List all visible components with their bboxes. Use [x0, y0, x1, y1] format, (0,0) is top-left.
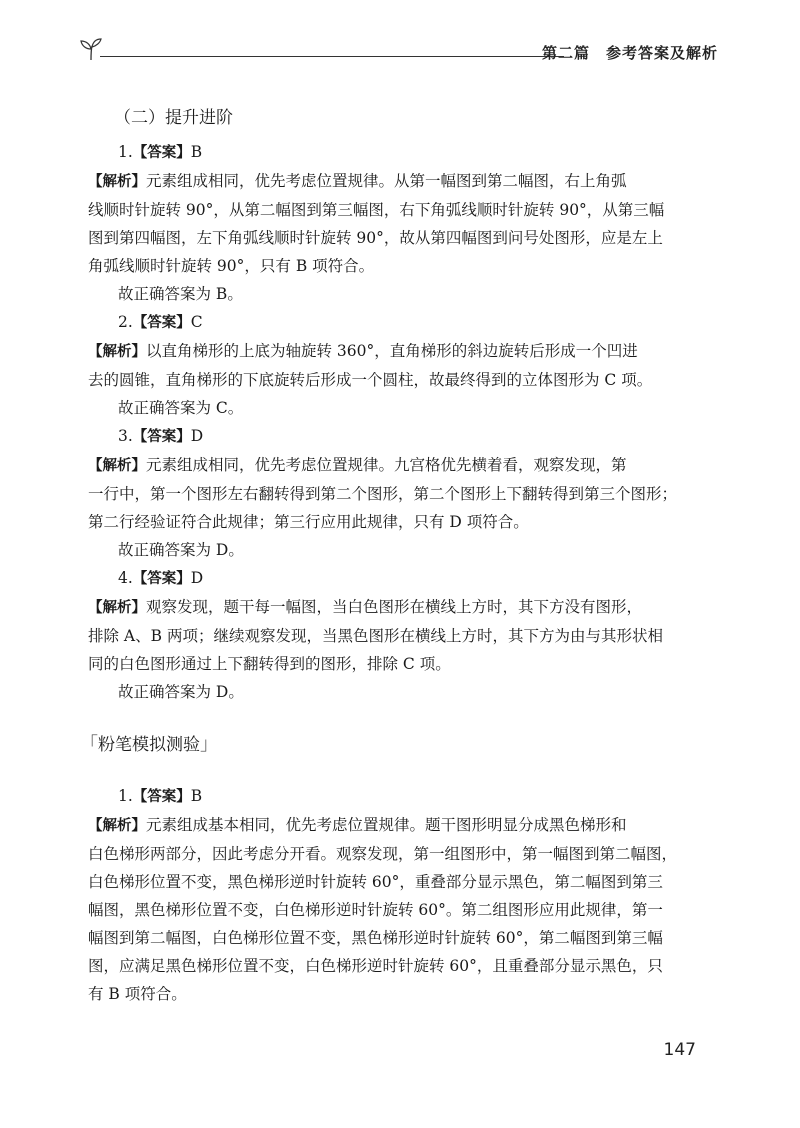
analysis-line: 【解析】元素组成基本相同，优先考虑位置规律。题干图形明显分成黑色梯形和 — [88, 816, 627, 834]
answer-line: 2.【答案】C — [118, 313, 203, 331]
analysis-line: 第二行经验证符合此规律；第三行应用此规律，只有 D 项符合。 — [88, 513, 529, 531]
mock-section-title — [80, 734, 708, 756]
header-rule — [100, 56, 564, 57]
answer-line: 1.【答案】B — [118, 787, 203, 805]
analysis-line: 【解析】元素组成相同，优先考虑位置规律。从第一幅图到第二幅图，右上角弧 — [88, 172, 627, 190]
analysis-line: 图，应满足黑色梯形位置不变，白色梯形逆时针旋转 60°，且重叠部分显示黑色，只 — [88, 957, 663, 975]
analysis-line: 【解析】观察发现，题干每一幅图，当白色图形在横线上方时，其下方没有图形， — [88, 598, 643, 616]
analysis-line: 同的白色图形通过上下翻转得到的图形，排除 C 项。 — [88, 655, 451, 673]
analysis-line: 线顺时针旋转 90°，从第二幅图到第三幅图，右下角弧线顺时针旋转 90°，从第三幅 — [88, 201, 665, 219]
answer-line: 4.【答案】D — [118, 569, 204, 587]
conclusion-line: 故正确答案为 D。 — [118, 683, 244, 701]
analysis-line: 一行中，第一个图形左右翻转得到第二个图形，第二个图形上下翻转得到第三个图形； — [88, 485, 678, 503]
mock-title-text: 粉笔模拟测验 — [98, 735, 200, 755]
sprout-icon — [78, 36, 104, 62]
answer-item — [88, 422, 708, 564]
analysis-line: 去的圆锥，直角梯形的下底旋转后形成一个圆柱，故最终得到的立体图形为 C 项。 — [88, 371, 653, 389]
answer-item — [88, 782, 708, 1008]
conclusion-line: 故正确答案为 C。 — [118, 399, 244, 417]
bracket-left: 「 — [80, 734, 98, 755]
answer-line: 3.【答案】D — [118, 427, 204, 445]
conclusion-line: 故正确答案为 B。 — [118, 285, 243, 303]
answer-item — [88, 308, 708, 422]
bracket-right: 」 — [200, 734, 218, 755]
header-title: 第二篇 参考答案及解析 — [541, 44, 718, 62]
answer-item — [88, 564, 708, 706]
analysis-line: 白色梯形两部分，因此考虑分开看。观察发现，第一组图形中，第一幅图到第二幅图， — [88, 845, 678, 863]
section-title: （二）提升进阶 — [114, 108, 233, 128]
conclusion-line: 故正确答案为 D。 — [118, 541, 244, 559]
analysis-line: 【解析】元素组成相同，优先考虑位置规律。九宫格优先横着看，观察发现，第 — [88, 456, 627, 474]
analysis-line: 图到第四幅图，左下角弧线顺时针旋转 90°，故从第四幅图到问号处图形，应是左上 — [88, 229, 663, 247]
analysis-line: 【解析】以直角梯形的上底为轴旋转 360°，直角梯形的斜边旋转后形成一个凹进 — [88, 342, 638, 360]
page-header — [78, 36, 718, 66]
answer-item — [88, 138, 708, 308]
analysis-line: 幅图到第二幅图，白色梯形位置不变，黑色梯形逆时针旋转 60°，第二幅图到第三幅 — [88, 929, 663, 947]
answer-line: 1.【答案】B — [118, 143, 203, 161]
analysis-line: 角弧线顺时针旋转 90°，只有 B 项符合。 — [88, 257, 375, 275]
page-content — [80, 108, 708, 1008]
analysis-line: 排除 A、B 两项；继续观察发现，当黑色图形在横线上方时，其下方为由与其形状相 — [88, 627, 663, 645]
page-number: 147 — [663, 1040, 696, 1060]
analysis-line: 幅图，黑色梯形位置不变，白色梯形逆时针旋转 60°。第二组图形应用此规律，第一 — [88, 901, 663, 919]
analysis-line: 有 B 项符合。 — [88, 985, 187, 1003]
analysis-line: 白色梯形位置不变，黑色梯形逆时针旋转 60°，重叠部分显示黑色，第二幅图到第三 — [88, 873, 663, 891]
